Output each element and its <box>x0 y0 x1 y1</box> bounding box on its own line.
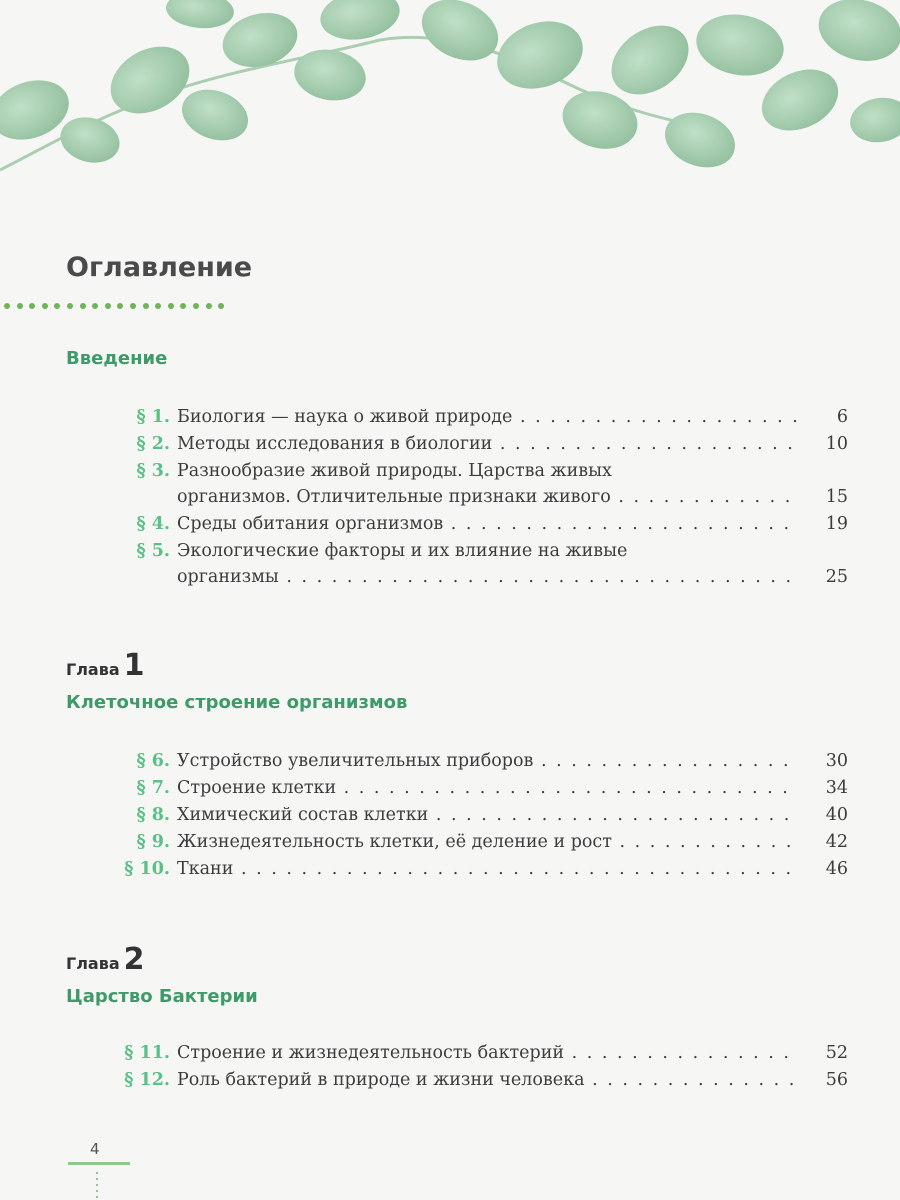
page-title: Оглавление <box>66 252 253 283</box>
entry-title: Жизнедеятельность клетки, её деление и рост . . . <box>177 827 797 857</box>
page-number: 15 <box>825 487 848 507</box>
toc-entry[interactable] <box>0 402 900 432</box>
chapter-label-2 <box>66 942 145 977</box>
entry-title: Роль бактерий в природе и жизни человека . . . <box>177 1065 797 1095</box>
toc-entry[interactable] <box>0 746 900 776</box>
section-heading-chapter-1: Клеточное строение организмов <box>66 692 408 713</box>
entry-title: Биология — наука о живой природе . . . <box>177 402 797 432</box>
toc-entry-continued[interactable] <box>0 562 900 592</box>
paragraph-number: § 3. <box>136 461 170 481</box>
entry-title: Строение и жизнедеятельность бактерий . . . <box>177 1038 797 1068</box>
page-number: 6 <box>836 407 848 427</box>
toc-entry[interactable] <box>0 429 900 459</box>
page-number: 25 <box>825 567 848 587</box>
toc-entry[interactable] <box>0 773 900 803</box>
toc-entry[interactable] <box>0 1038 900 1068</box>
page-number: 52 <box>825 1043 848 1063</box>
chapter-number: 2 <box>123 942 145 977</box>
section-heading-chapter-2: Царство Бактерии <box>66 986 258 1007</box>
page-number: 34 <box>825 778 848 798</box>
entry-title: Ткани . . . <box>177 854 797 884</box>
toc-entry[interactable] <box>0 1065 900 1095</box>
leaves-illustration <box>0 0 900 230</box>
entry-title: организмы . . . <box>177 562 797 592</box>
paragraph-number: § 8. <box>136 805 170 825</box>
chapter-word: Глава <box>66 954 120 973</box>
toc-entry[interactable] <box>0 509 900 539</box>
page-number: 56 <box>825 1070 848 1090</box>
page-number: 10 <box>825 434 848 454</box>
page-number: 30 <box>825 751 848 771</box>
entry-title: Методы исследования в биологии . . . <box>177 429 797 459</box>
entry-title: Разнообразие живой природы. Царства живых <box>177 461 612 481</box>
toc-entry[interactable] <box>0 827 900 857</box>
entry-title: Устройство увеличительных приборов . . . <box>177 746 797 776</box>
footer-dotted-line <box>96 1172 98 1200</box>
page-number: 19 <box>825 514 848 534</box>
chapter-label-1 <box>66 648 145 683</box>
section-heading-intro: Введение <box>66 348 168 369</box>
paragraph-number: § 9. <box>136 832 170 852</box>
toc-entry[interactable] <box>0 854 900 884</box>
footer-page-number: 4 <box>90 1140 100 1158</box>
page-number: 40 <box>825 805 848 825</box>
page-number: 46 <box>825 859 848 879</box>
footer-rule <box>68 1162 130 1165</box>
paragraph-number: § 10. <box>124 859 170 879</box>
toc-entry-continued[interactable] <box>0 482 900 512</box>
entry-title: Экологические факторы и их влияние на живые <box>177 541 628 561</box>
entry-title: Среды обитания организмов . . . <box>177 509 797 539</box>
toc-entry[interactable] <box>0 800 900 830</box>
title-dotted-rule <box>4 294 234 306</box>
entry-title: организмов. Отличительные признаки живого . . . <box>177 482 797 512</box>
paragraph-number: § 6. <box>136 751 170 771</box>
paragraph-number: § 5. <box>136 541 170 561</box>
paragraph-number: § 1. <box>136 407 170 427</box>
paragraph-number: § 12. <box>124 1070 170 1090</box>
entry-title: Строение клетки . . . <box>177 773 797 803</box>
chapter-word: Глава <box>66 660 120 679</box>
paragraph-number: § 2. <box>136 434 170 454</box>
chapter-number: 1 <box>123 648 145 683</box>
paragraph-number: § 11. <box>124 1043 170 1063</box>
page-number: 42 <box>825 832 848 852</box>
entry-title: Химический состав клетки . . . <box>177 800 797 830</box>
paragraph-number: § 7. <box>136 778 170 798</box>
paragraph-number: § 4. <box>136 514 170 534</box>
